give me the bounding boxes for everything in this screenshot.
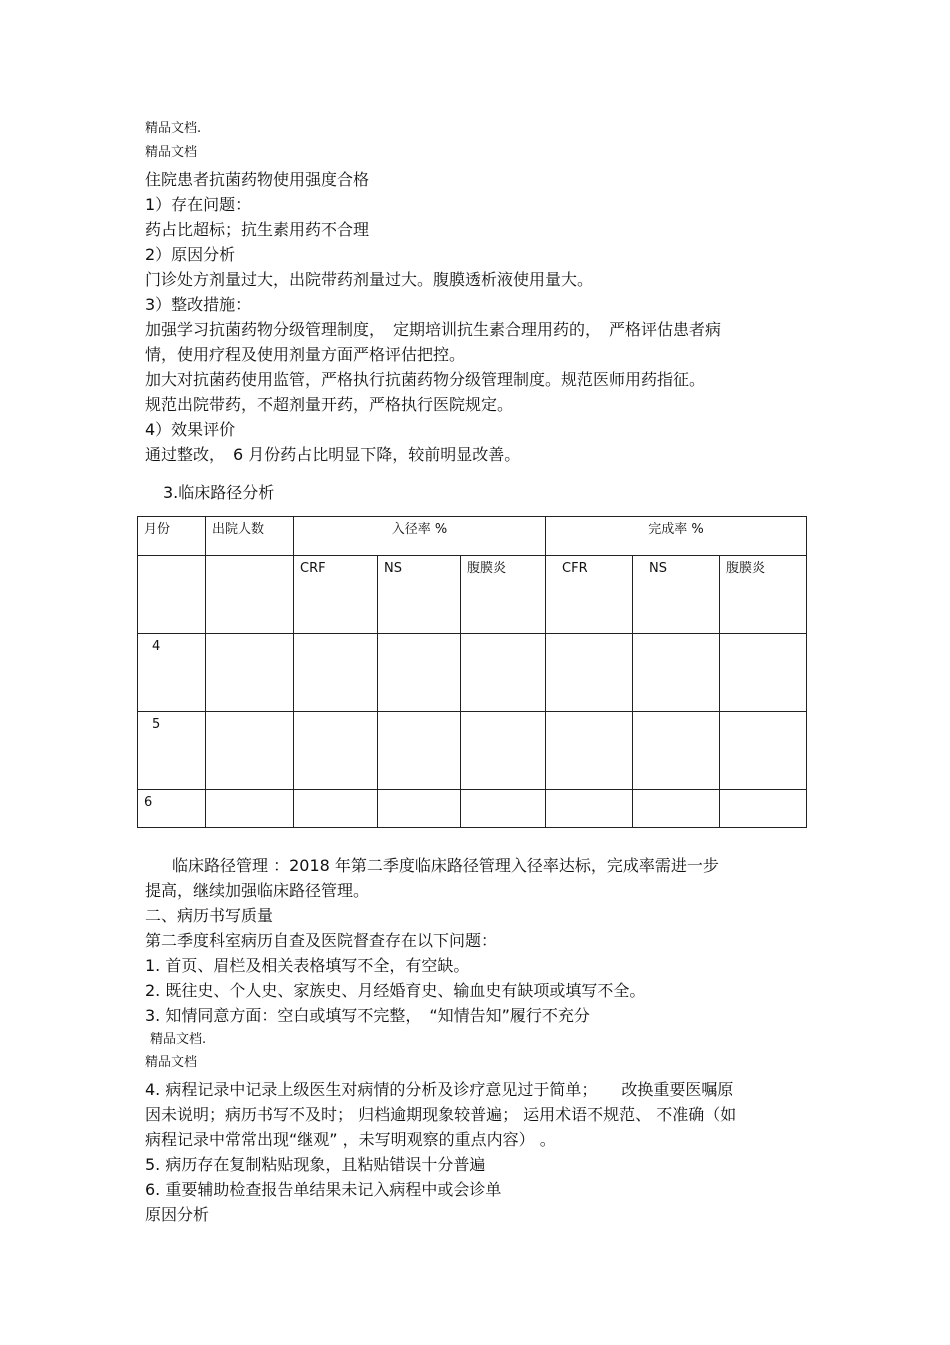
watermark-line-1: 精品文档.: [145, 121, 202, 136]
part-2-intro: 第二季度科室病历自查及医院督查存在以下问题：: [145, 931, 498, 950]
subheader-cfr: CFR: [546, 556, 633, 634]
table-cell: [720, 634, 807, 712]
issue-item-3: 3. 知情同意方面：空白或填写不完整， “知情告知”履行不充分: [145, 1006, 590, 1025]
subheader-crf: CRF: [294, 556, 378, 634]
evaluation-text: 通过整改， 6 月份药占比明显下降，较前明显改善。: [145, 445, 521, 464]
issue-item-4-line-2: 因未说明；病历书写不及时； 归档逾期现象较普遍； 运用术语不规范、 不准确（如: [145, 1105, 737, 1124]
table-row: [138, 790, 807, 828]
header-entry-rate: 入径率 %: [294, 517, 546, 556]
watermark-line-2: 精品文档: [145, 145, 198, 160]
header-month: 月份: [138, 517, 206, 556]
table-cell: [461, 790, 546, 828]
table-cell: [461, 712, 546, 790]
section-3-title: 3.临床路径分析: [163, 483, 275, 502]
measures-line-1: 加强学习抗菌药物分级管理制度， 定期培训抗生素合理用药的， 严格评估患者病: [145, 320, 722, 339]
problem-text: 药占比超标；抗生素用药不合理: [145, 220, 370, 239]
table-cell: [138, 556, 206, 634]
measures-line-3: 加大对抗菌药使用监管，严格执行抗菌药物分级管理制度。规范医师用药指征。: [145, 370, 706, 389]
evaluation-label: 4）效果评价: [145, 420, 236, 439]
table-cell: [206, 634, 294, 712]
table-cell: [294, 634, 378, 712]
table-cell: [294, 712, 378, 790]
table-cell: [546, 634, 633, 712]
table-cell: [294, 790, 378, 828]
table-cell: [461, 634, 546, 712]
subheader-ns: NS: [378, 556, 461, 634]
cause-label: 2）原因分析: [145, 245, 236, 264]
measures-line-4: 规范出院带药，不超剂量开药，严格执行医院规定。: [145, 395, 514, 414]
month-cell: 4: [138, 634, 206, 712]
measures-line-2: 情，使用疗程及使用剂量方面严格评估把控。: [145, 345, 466, 364]
summary-line-2: 提高，继续加强临床路径管理。: [145, 881, 370, 900]
table-cell: [378, 712, 461, 790]
cause-text: 门诊处方剂量过大，出院带药剂量过大。腹膜透析液使用量大。: [145, 270, 594, 289]
part-2-title: 二、病历书写质量: [145, 906, 274, 925]
month-cell: 5: [138, 712, 206, 790]
month-cell: 6: [138, 790, 206, 828]
header-completion-rate: 完成率 %: [546, 517, 807, 556]
cause-analysis-label: 原因分析: [145, 1205, 210, 1224]
watermark-line-3: 精品文档.: [150, 1032, 207, 1047]
measures-label: 3）整改措施：: [145, 295, 252, 314]
problem-label: 1）存在问题：: [145, 195, 252, 214]
table-cell: [378, 790, 461, 828]
issue-item-4-line-1: 4. 病程记录中记录上级医生对病情的分析及诊疗意见过于简单； 改换重要医嘱原: [145, 1080, 734, 1099]
issue-item-2: 2. 既往史、个人史、家族史、月经婚育史、输血史有缺项或填写不全。: [145, 981, 646, 1000]
table-cell: [206, 712, 294, 790]
issue-item-4-line-3: 病程记录中常常出现“继观” ，未写明观察的重点内容） 。: [145, 1130, 556, 1149]
subheader-ns-2: NS: [633, 556, 720, 634]
issue-item-1: 1. 首页、眉栏及相关表格填写不全，有空缺。: [145, 956, 470, 975]
table-cell: [546, 712, 633, 790]
table-cell: [633, 712, 720, 790]
table-subheader-row: [138, 556, 807, 634]
table-cell: [546, 790, 633, 828]
summary-line-1: 临床路径管理 ：2018 年第二季度临床路径管理入径率达标，完成率需进一步: [172, 856, 719, 875]
table-cell: [633, 790, 720, 828]
table-cell: [633, 634, 720, 712]
subheader-peritonitis: 腹膜炎: [461, 556, 546, 634]
table-header-row: [138, 517, 807, 556]
table-cell: [206, 556, 294, 634]
table-cell: [720, 712, 807, 790]
section-heading: 住院患者抗菌药物使用强度合格: [145, 170, 370, 189]
watermark-line-4: 精品文档: [145, 1055, 198, 1070]
clinical-pathway-table: [137, 516, 807, 828]
subheader-peritonitis-2: 腹膜炎: [720, 556, 807, 634]
table-cell: [206, 790, 294, 828]
table-cell: [378, 634, 461, 712]
header-discharged: 出院人数: [206, 517, 294, 556]
table-row: [138, 712, 807, 790]
table-cell: [720, 790, 807, 828]
issue-item-5: 5. 病历存在复制粘贴现象，且粘贴错误十分普遍: [145, 1155, 486, 1174]
issue-item-6: 6. 重要辅助检查报告单结果未记入病程中或会诊单: [145, 1180, 502, 1199]
table-row: [138, 634, 807, 712]
